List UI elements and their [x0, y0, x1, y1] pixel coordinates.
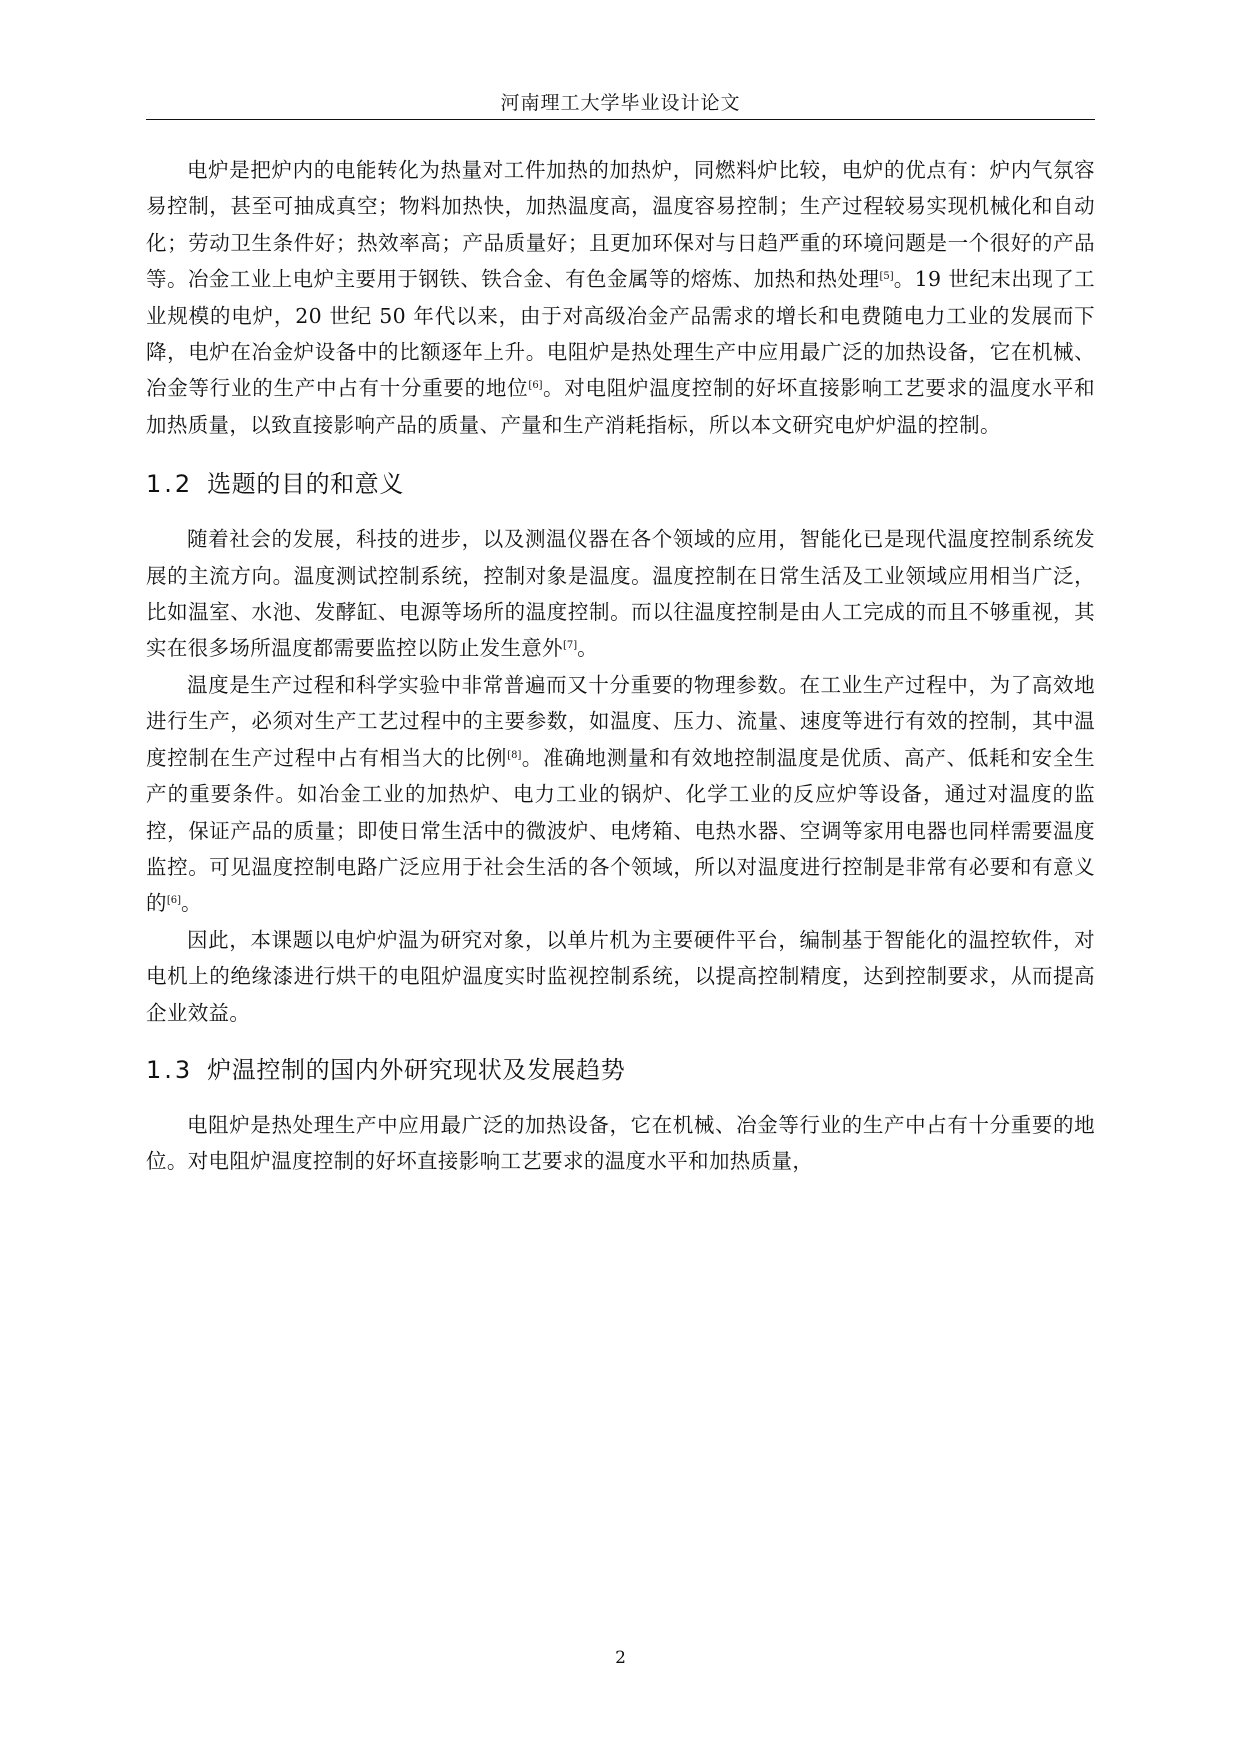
citation-ref: [6] — [166, 895, 182, 907]
citation-ref: [8] — [507, 749, 522, 761]
paragraph-project-goal — [146, 922, 1095, 1031]
section-title: 炉温控制的国内外研究现状及发展趋势 — [207, 1055, 626, 1084]
citation-ref: [6] — [528, 380, 543, 392]
paragraph-text: 电炉是把炉内的电能转化为热量对工件加热的加热炉，同燃料炉比较，电炉的优点有：炉内气氛容易控制，甚至可抽成真空；物料加热快，加热温度高，温度容易控制；生产过程较易实现机械化和自动化；劳动卫生条件好；热效率高；产品质量好；且更加环保对与日趋严重的环境问题是一个很好的产品等。冶金工业上电炉主要用于钢铁、铁合金、有色金属等的熔炼、加热和热处理 — [146, 158, 1095, 292]
paragraph-electric-furnace-intro — [146, 152, 1095, 443]
section-heading-1-3 — [146, 1055, 1095, 1085]
page-body — [146, 152, 1095, 1180]
running-header: 河南理工大学毕业设计论文 — [500, 92, 741, 114]
section-number: 1.3 — [146, 1055, 194, 1084]
paragraph-text: 。 — [577, 636, 599, 661]
section-number: 1.2 — [146, 470, 194, 499]
paragraph-intelligent-control — [146, 521, 1095, 667]
paragraph-text: 。对电阻炉温度控制的好坏直接影响工艺要求的温度水平和加热质量，以致直接影响产品的质量、产量和生产消耗指标，所以本文研究电炉炉温的控制。 — [146, 376, 1095, 437]
header-divider — [146, 119, 1095, 120]
citation-ref: [7] — [563, 640, 578, 652]
section-heading-1-2 — [146, 469, 1095, 499]
paragraph-temperature-parameter — [146, 667, 1095, 922]
paragraph-text: 因此，本课题以电炉炉温为研究对象，以单片机为主要硬件平台，编制基于智能化的温控软件，对电机上的绝缘漆进行烘干的电阻炉温度实时监视控制系统，以提高控制精度，达到控制要求，从而提高企业效益。 — [146, 927, 1095, 1025]
section-title: 选题的目的和意义 — [207, 470, 404, 499]
paragraph-text: 。准确地测量和有效地控制温度是优质、高产、低耗和安全生产的重要条件。如冶金工业的加热炉、电力工业的锅炉、化学工业的反应炉等设备，通过对温度的监控，保证产品的质量；即使日常生活中的微波炉、电烤箱、电热水器、空调等家用电器也同样需要温度监控。可见温度控制电路广泛应用于社会生活的各个领域，所以对温度进行控制是非常有必要和有意义的 — [146, 745, 1095, 916]
paragraph-research-status — [146, 1107, 1095, 1180]
paragraph-text: 。 — [181, 891, 202, 916]
citation-ref: [5] — [879, 271, 894, 283]
page-number: 2 — [615, 1648, 626, 1668]
paragraph-text: 。19 世纪末出现了工业规模的电炉，20 世纪 50 年代以来，由于对高级冶金产品需求的增长和电费随电力工业的发展而下降，电炉在冶金炉设备中的比额逐年上升。电阻炉是热处理生产中应用最广泛的加热设备，它在机械、冶金等行业的生产中占有十分重要的地位 — [146, 267, 1096, 401]
paragraph-text: 随着社会的发展，科技的进步，以及测温仪器在各个领域的应用，智能化已是现代温度控制系统发展的主流方向。温度测试控制系统，控制对象是温度。温度控制在日常生活及工业领域应用相当广泛，比如温室、水池、发酵缸、电源等场所的温度控制。而以往温度控制是由人工完成的而且不够重视，其实在很多场所温度都需要监控以防止发生意外 — [146, 527, 1095, 661]
paragraph-text: 温度是生产过程和科学实验中非常普遍而又十分重要的物理参数。在工业生产过程中，为了高效地进行生产，必须对生产工艺过程中的主要参数，如温度、压力、流量、速度等进行有效的控制，其中温度控制在生产过程中占有相当大的比例 — [146, 672, 1095, 770]
paragraph-text: 电阻炉是热处理生产中应用最广泛的加热设备，它在机械、冶金等行业的生产中占有十分重要的地位。对电阻炉温度控制的好坏直接影响工艺要求的温度水平和加热质量， — [146, 1112, 1095, 1174]
